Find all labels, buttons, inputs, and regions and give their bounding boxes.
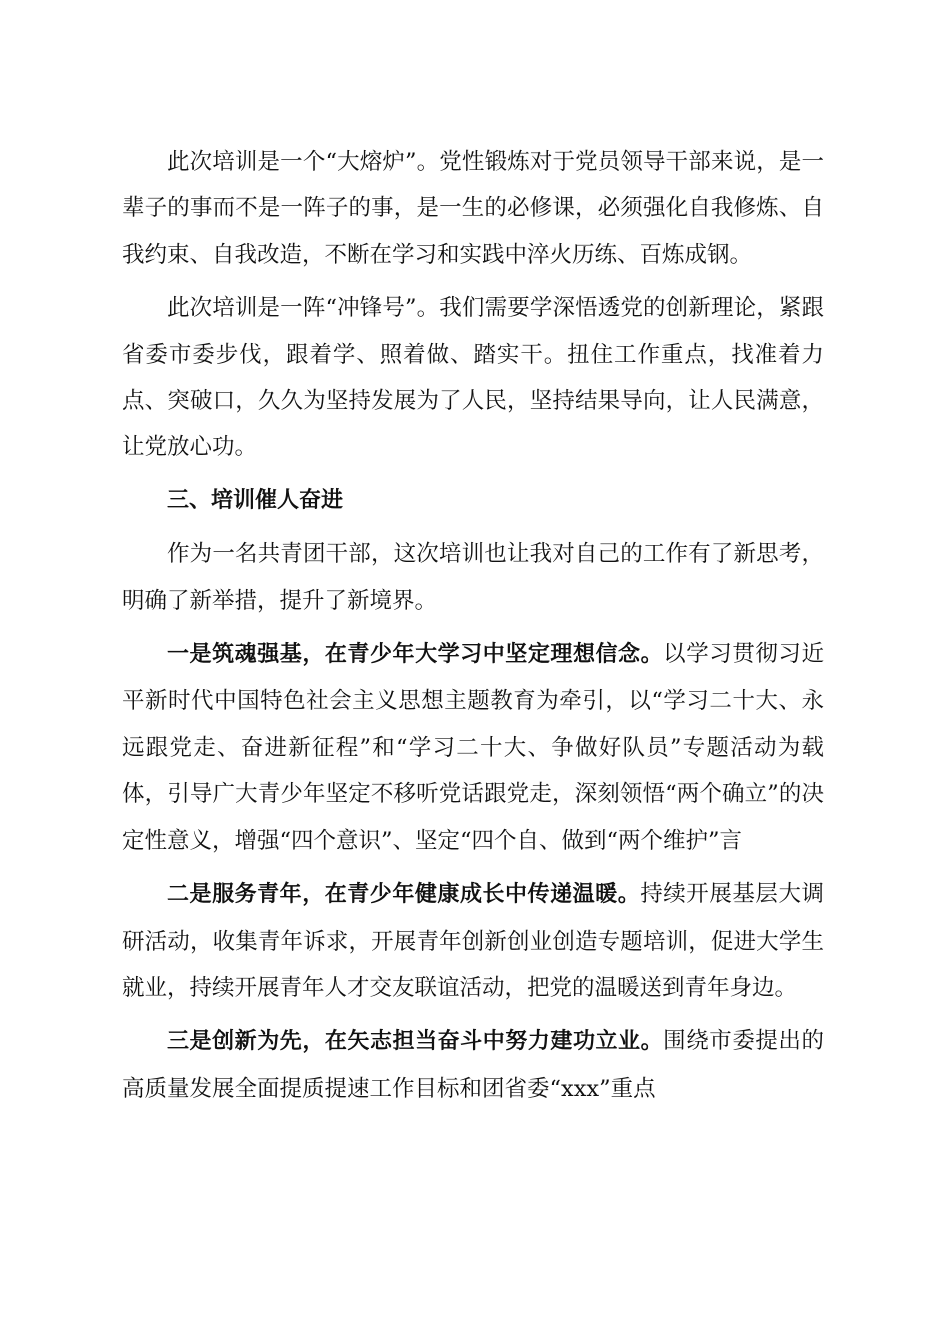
point-lead: 二是服务青年，在青少年健康成长中传递温暖。 [167, 882, 641, 908]
paragraph-text: 围绕市委提出的高质量发展全面提质提速工作目标和团省委“xxx”重点 [122, 1028, 824, 1102]
document-body [122, 139, 824, 1112]
paragraph-text: 作为一名共青团干部，这次培训也让我对自己的工作有了新思考，明确了新举措，提升了新境界。 [122, 541, 824, 614]
paragraph-text: 持续开展基层大调研活动，收集青年诉求，开展青年创新创业创造专题培训，促进大学生就业，持续开展青年人才交友联谊活动，把党的温暖送到青年身边。 [122, 881, 824, 1001]
point-lead: 三是创新为先，在矢志担当奋斗中努力建功立业。 [167, 1029, 664, 1055]
paragraph-text: 此次培训是一个“大熔炉”。党性锻炼对于党员领导干部来说，是一辈子的事而不是一阵子的事，是一生的必修课，必须强化自我修炼、自我约束、自我改造，不断在学习和实践中淬火历练、百炼成钢。 [122, 149, 824, 268]
paragraph-bugle-call [122, 285, 824, 471]
paragraph-point-2 [122, 871, 824, 1011]
point-lead: 一是筑魂强基，在青少年大学习中坚定理想信念。 [167, 642, 664, 668]
paragraph-text: 以学习贯彻习近平新时代中国特色社会主义思想主题教育为牵引，以“学习二十大、永远跟党走、奋进新征程”和“学习二十大、争做好队员”专题活动为载体，引导广大青少年坚定不移听党话跟党走，深刻领悟“两个确立”的决定性意义，增强“四个意识”、坚定“四个自、做到“两个维护”言 [122, 641, 824, 854]
paragraph-point-3 [122, 1018, 824, 1112]
paragraph-intro [122, 531, 824, 624]
paragraph-text: 此次培训是一阵“冲锋号”。我们需要学深悟透党的创新理论，紧跟省委市委步伐，跟着学、照着做、踏实干。扭住工作重点，找准着力点、突破口，久久为坚持发展为了人民，坚持结果导向，让人民满意，让党放心功。 [122, 295, 824, 461]
paragraph-melting-pot [122, 139, 824, 278]
section-heading-3: 三、培训催人奋进 [167, 487, 344, 513]
paragraph-point-1 [122, 631, 824, 864]
